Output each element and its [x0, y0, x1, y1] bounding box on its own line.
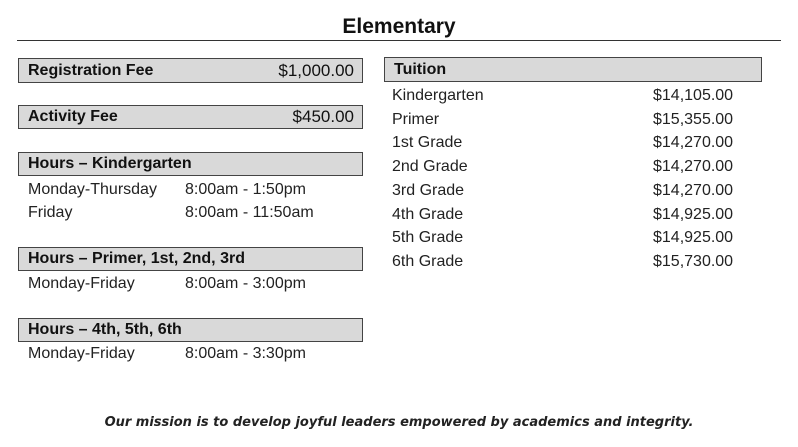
activity-fee-box [18, 105, 363, 129]
hours-days: Monday-Friday [28, 345, 135, 362]
registration-fee-amount: $1,000.00 [278, 60, 354, 80]
title-divider [17, 40, 781, 41]
page-title: Elementary [342, 15, 456, 38]
hours-primer-header [18, 247, 363, 271]
hours-days: Monday-Thursday [28, 181, 157, 198]
tuition-amount: $14,270.00 [653, 134, 734, 152]
tuition-amount: $14,105.00 [653, 87, 734, 104]
hours-kindergarten-header [18, 152, 363, 176]
tuition-grade: 5th Grade [392, 229, 464, 247]
hours-time: 8:00am - 3:30pm [185, 345, 306, 362]
tuition-header [384, 57, 762, 82]
tuition-grade: 3rd Grade [392, 181, 465, 199]
hours-upper-header [18, 318, 363, 342]
activity-fee-amount: $450.00 [292, 107, 354, 126]
activity-fee-label: Activity Fee [28, 108, 118, 125]
tuition-amount: $14,270.00 [653, 158, 734, 176]
tuition-label: Tuition [394, 60, 447, 78]
tuition-grade: 6th Grade [392, 252, 464, 270]
tuition-grade: Kindergarten [392, 87, 484, 104]
tuition-grade: 4th Grade [392, 205, 464, 223]
tuition-amount: $15,730.00 [653, 252, 734, 270]
hours-primer-label: Hours – Primer, 1st, 2nd, 3rd [28, 250, 245, 267]
registration-fee-label: Registration Fee [28, 61, 154, 79]
tuition-amount: $14,270.00 [653, 181, 734, 199]
mission-statement: Our mission is to develop joyful leaders empowered by academics and integrity. [104, 415, 694, 430]
tuition-amount: $15,355.00 [653, 110, 734, 128]
tuition-amount: $14,925.00 [653, 205, 734, 223]
tuition-grade: 1st Grade [392, 134, 463, 152]
hours-time: 8:00am - 1:50pm [185, 181, 306, 198]
tuition-grade: Primer [392, 110, 440, 128]
hours-days: Friday [28, 204, 73, 221]
hours-days: Monday-Friday [28, 275, 135, 292]
hours-kindergarten-label: Hours – Kindergarten [28, 155, 192, 172]
hours-upper-label: Hours – 4th, 5th, 6th [28, 321, 182, 338]
hours-time: 8:00am - 11:50am [185, 204, 314, 221]
hours-time: 8:00am - 3:00pm [185, 275, 306, 292]
tuition-grade: 2nd Grade [392, 158, 468, 176]
tuition-amount: $14,925.00 [653, 229, 734, 247]
registration-fee-box [18, 58, 363, 83]
